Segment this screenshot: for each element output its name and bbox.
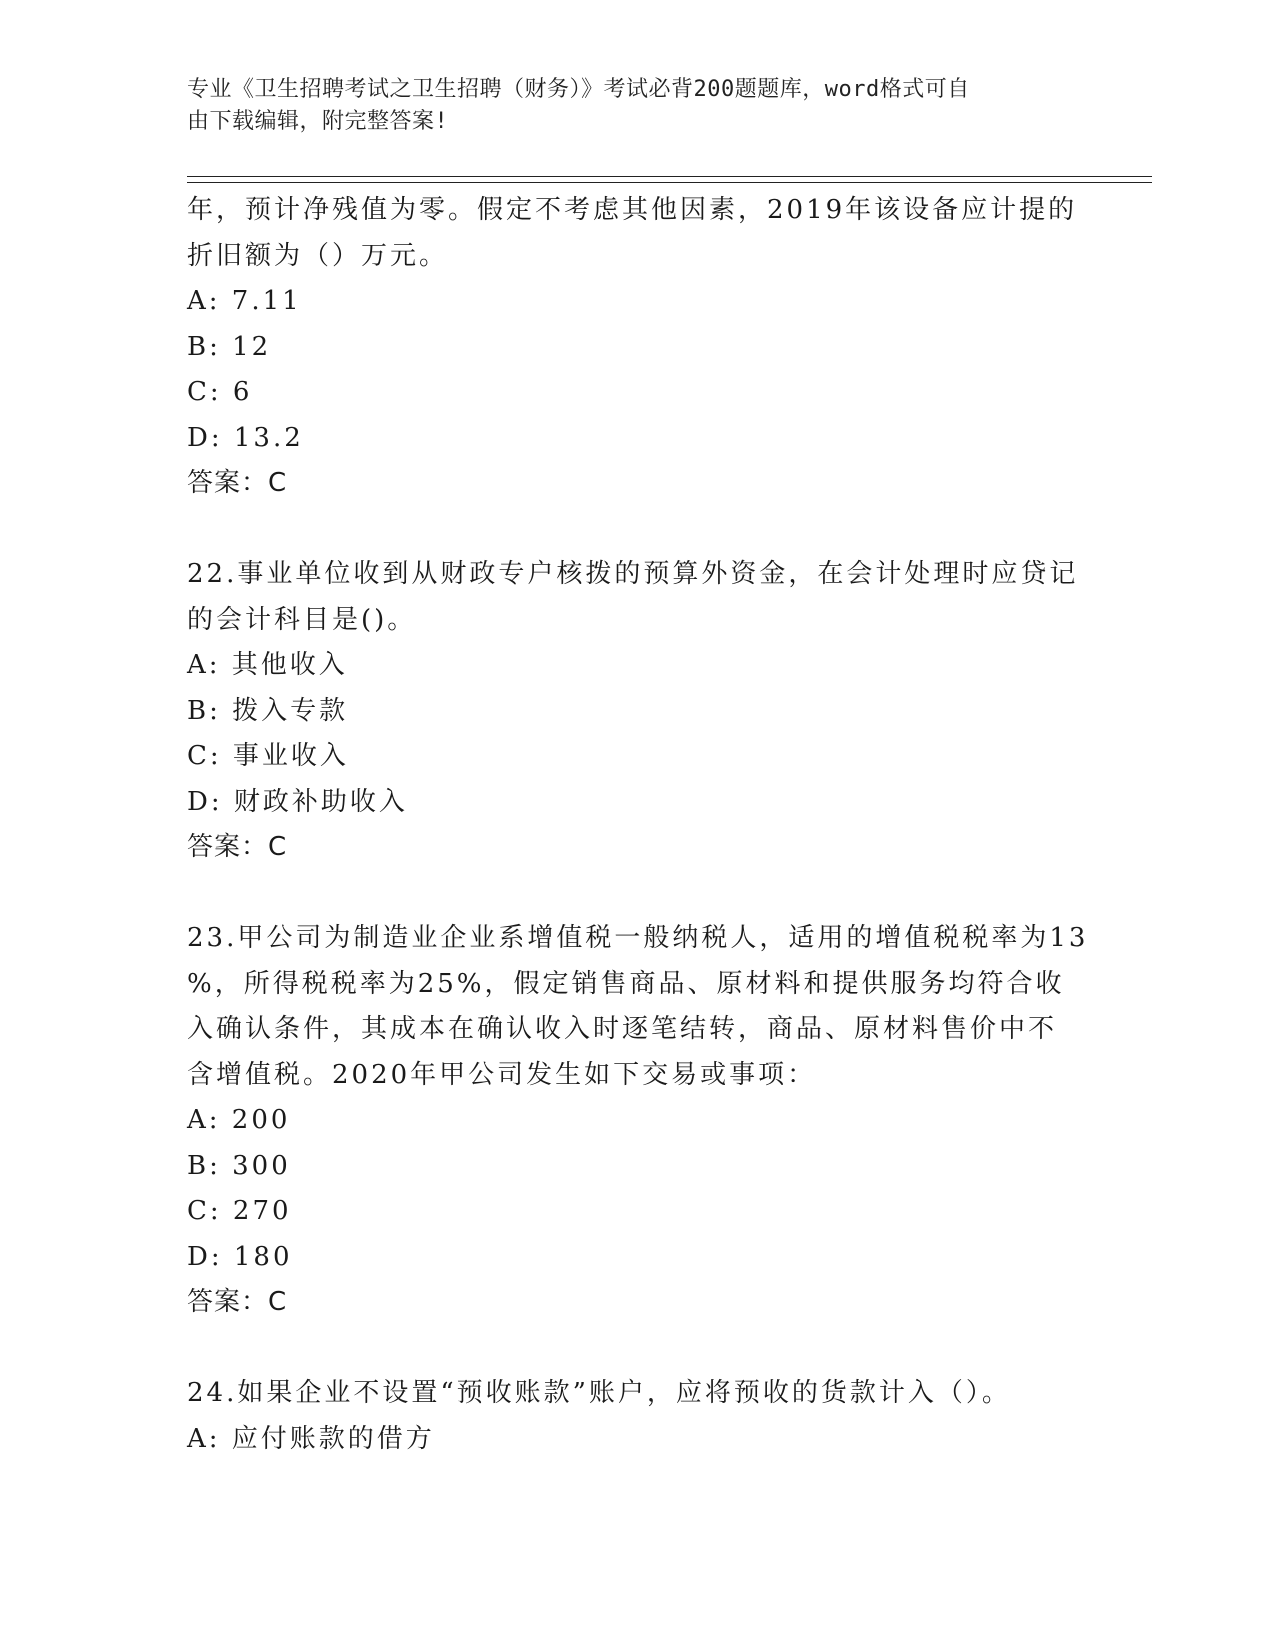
question-stem-line: 折旧额为（）万元。 — [187, 240, 449, 271]
option-a: A: 7.11 — [187, 286, 302, 316]
header-line-1: 专业《卫生招聘考试之卫生招聘（财务）》考试必背200题题库，word格式可自 — [187, 77, 970, 102]
document-header — [187, 74, 1067, 138]
question-stem-line: 23.甲公司为制造业企业系增值税一般纳税人，适用的增值税税率为13 — [187, 923, 1089, 953]
document-body — [187, 188, 1087, 1462]
header-line-2: 由下载编辑，附完整答案! — [187, 109, 449, 134]
question-stem-line: 入确认条件，其成本在确认收入时逐笔结转，商品、原材料售价中不 — [187, 1014, 1058, 1044]
option-d: D: 180 — [187, 1241, 293, 1272]
question-stem-line: 含增值税。2020年甲公司发生如下交易或事项： — [187, 1059, 817, 1090]
answer-line: 答案：C — [187, 468, 288, 498]
option-a: A: 200 — [187, 1105, 291, 1135]
option-c: C: 事业收入 — [187, 741, 349, 771]
question-22 — [187, 552, 1087, 871]
option-d: D: 财政补助收入 — [187, 786, 408, 817]
answer-line: 答案：C — [187, 832, 288, 862]
option-a: A: 其他收入 — [187, 650, 348, 680]
question-stem-line: 24.如果企业不设置“预收账款”账户，应将预收的货款计入（）。 — [187, 1378, 1011, 1408]
header-divider-top — [187, 176, 1152, 177]
question-spacer — [187, 1326, 1087, 1372]
question-23 — [187, 916, 1087, 1326]
question-stem-line: 22.事业单位收到从财政专户核拨的预算外资金，在会计处理时应贷记 — [187, 559, 1079, 589]
question-stem-line: 的会计科目是()。 — [187, 604, 417, 635]
answer-line: 答案：C — [187, 1287, 288, 1317]
option-c: C: 6 — [187, 377, 253, 407]
option-b: B: 拨入专款 — [187, 695, 349, 726]
option-b: B: 300 — [187, 1150, 291, 1181]
option-c: C: 270 — [187, 1196, 292, 1226]
question-spacer — [187, 507, 1087, 553]
question-stem-line: 年，预计净残值为零。假定不考虑其他因素，2019年该设备应计提的 — [187, 195, 1078, 225]
header-divider-bottom — [187, 182, 1152, 183]
option-a: A: 应付账款的借方 — [187, 1423, 435, 1454]
question-24 — [187, 1371, 1087, 1462]
option-b: B: 12 — [187, 331, 272, 362]
question-21 — [187, 188, 1087, 507]
option-d: D: 13.2 — [187, 422, 304, 453]
question-spacer — [187, 871, 1087, 917]
question-stem-line: %，所得税税率为25%，假定销售商品、原材料和提供服务均符合收 — [187, 968, 1065, 999]
